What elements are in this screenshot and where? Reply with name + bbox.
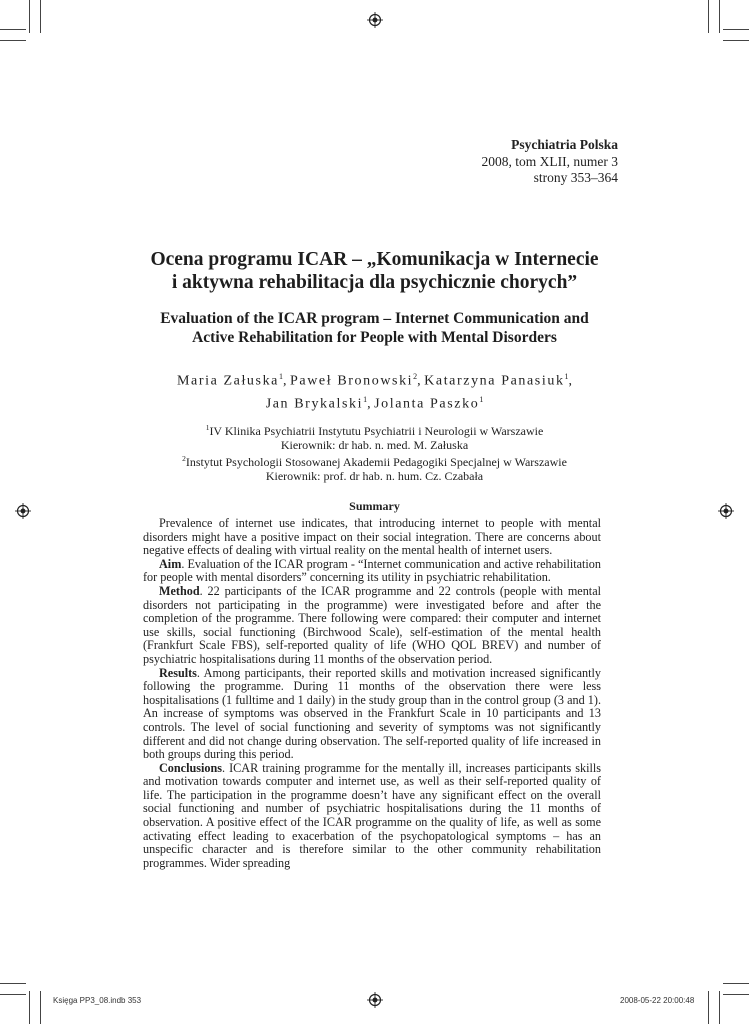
crop-mark <box>719 991 720 1024</box>
title-english <box>0 310 749 347</box>
crop-mark <box>723 994 749 995</box>
title-polish-line: i aktywna rehabilitacja dla psychicznie chorych” <box>171 272 578 293</box>
crop-mark <box>0 29 26 30</box>
section-label: Method <box>159 583 200 598</box>
title-polish-line: Ocena programu ICAR – „Komunikacja w Internecie <box>150 249 599 270</box>
crop-mark <box>708 991 709 1024</box>
summary-body <box>143 517 601 870</box>
affiliation-text: IV Klinika Psychiatrii Instytutu Psychiatrii i Neurologii w Warszawie <box>209 424 544 438</box>
journal-pages: strony 353–364 <box>533 170 618 185</box>
affiliation-text: Instytut Psychologii Stosowanej Akademii Pedagogiki Specjalnej w Warszawie <box>185 455 567 469</box>
section-text: . Evaluation of the ICAR program - “Internet communication and active rehabilitation for people with mental disorders” concerning its utility in psychiatric rehabilitation. <box>143 556 601 585</box>
crop-mark <box>723 29 749 30</box>
summary-paragraph <box>143 585 601 667</box>
title-english-line: Active Rehabilitation for People with Mental Disorders <box>192 328 557 346</box>
registration-mark-icon <box>367 992 383 1008</box>
journal-name: Psychiatria Polska <box>511 137 618 152</box>
section-text: . 22 participants of the ICAR programme and 22 controls (people with mental disorders not participating in the programme) were investigated before and after the completion of the programme. There following were compared: their computer and internet use skills, social functioning (Birchwood Scale), self-estimation of the mental health (Frankfurt Scale FBS), self-reported quality of life (WHO QOL BREV) and number of psychiatric hospitalisations during 11 months of the observation period. <box>143 583 601 666</box>
author-affiliation-mark: 2 <box>413 372 418 381</box>
affiliation-head: Kierownik: dr hab. n. med. M. Załuska <box>280 437 469 452</box>
crop-mark <box>0 994 26 995</box>
author-name: Katarzyna Panasiuk <box>424 373 565 389</box>
crop-mark <box>40 0 41 33</box>
affiliation-head: Kierownik: prof. dr hab. n. hum. Cz. Czabała <box>265 468 484 483</box>
author-affiliation-mark: 1 <box>564 372 569 381</box>
crop-mark <box>29 0 30 33</box>
journal-issue: 2008, tom XLII, numer 3 <box>481 153 618 169</box>
title-polish <box>0 248 749 294</box>
crop-mark <box>723 40 749 41</box>
crop-mark <box>0 983 26 984</box>
section-label: Conclusions <box>159 760 222 775</box>
section-label: Aim <box>159 556 182 571</box>
section-text: . Among participants, their reported skills and motivation increased significantly following the programme. During 11 months of the observation there were less hospitalisations (1 fulltime and 1 daily) in the study group than in the control group (3 and 1). An increase of symptoms was observed in the Frankfurt Scale in 10 participants and 13 controls. The level of social functioning and severity of symptoms was not significantly different and did not change during observation. The self-reported quality of life increased in both groups during this period. <box>143 665 601 762</box>
author-affiliation-mark: 1 <box>363 394 368 404</box>
summary-paragraph: Prevalence of internet use indicates, that introducing internet to people with mental disorders might have a positive impact on their social integration. There are concerns about negative effects of dealing with virtual reality on the mental health of internet users. <box>143 516 601 558</box>
affiliation-mark: 2 <box>182 454 186 463</box>
crop-mark <box>723 983 749 984</box>
crop-mark <box>0 40 26 41</box>
summary-heading: Summary <box>349 499 400 513</box>
affiliations <box>0 421 749 483</box>
section-text: . ICAR training programme for the mentally ill, increases participants skills and motivation towards computer and internet use, as well as their self-reported quality of life. The participation in the programme doesn’t have any significant effect on the overall social functioning and number of psychiatric hospitalisations during the 11 months of observation. A positive effect of the ICAR programme on the quality of life, as well as some activating effect leading to exacerbation of the psychopatological symptoms – has an unspecific character and is therefore similar to the other community rehabilitation programmes. Wider spreading <box>143 760 601 870</box>
author-name: Jan Brykalski <box>265 396 364 412</box>
crop-mark <box>708 0 709 33</box>
author-list: Maria Załuska$^1$, Paweł Bronowski$^2$, Katarzyna Panasiuk$^1$, Jan Brykalski$^1$, Jolanta Paszko$^1$ <box>176 372 573 412</box>
crop-mark <box>29 991 30 1024</box>
summary-paragraph <box>143 762 601 871</box>
author-name: Jolanta Paszko <box>374 396 480 412</box>
registration-mark-icon <box>367 12 383 28</box>
author-affiliation-mark: 1 <box>479 394 484 404</box>
author-name: Paweł Bronowski <box>290 373 414 389</box>
crop-mark <box>719 0 720 33</box>
author-name: Maria Załuska <box>176 373 279 389</box>
section-label: Results <box>159 665 197 680</box>
footer-timestamp: 2008-05-22 20:00:48 <box>620 996 695 1005</box>
summary-paragraph <box>143 558 601 585</box>
title-english-line: Evaluation of the ICAR program – Internet Communication and <box>160 310 589 327</box>
journal-header <box>482 137 618 187</box>
affiliation-mark: 1 <box>205 423 210 432</box>
author-affiliation-mark: 1 <box>279 372 283 381</box>
footer-file-name: Księga PP3_08.indb 353 <box>53 996 142 1005</box>
summary-paragraph <box>143 667 601 762</box>
crop-mark <box>40 991 41 1024</box>
